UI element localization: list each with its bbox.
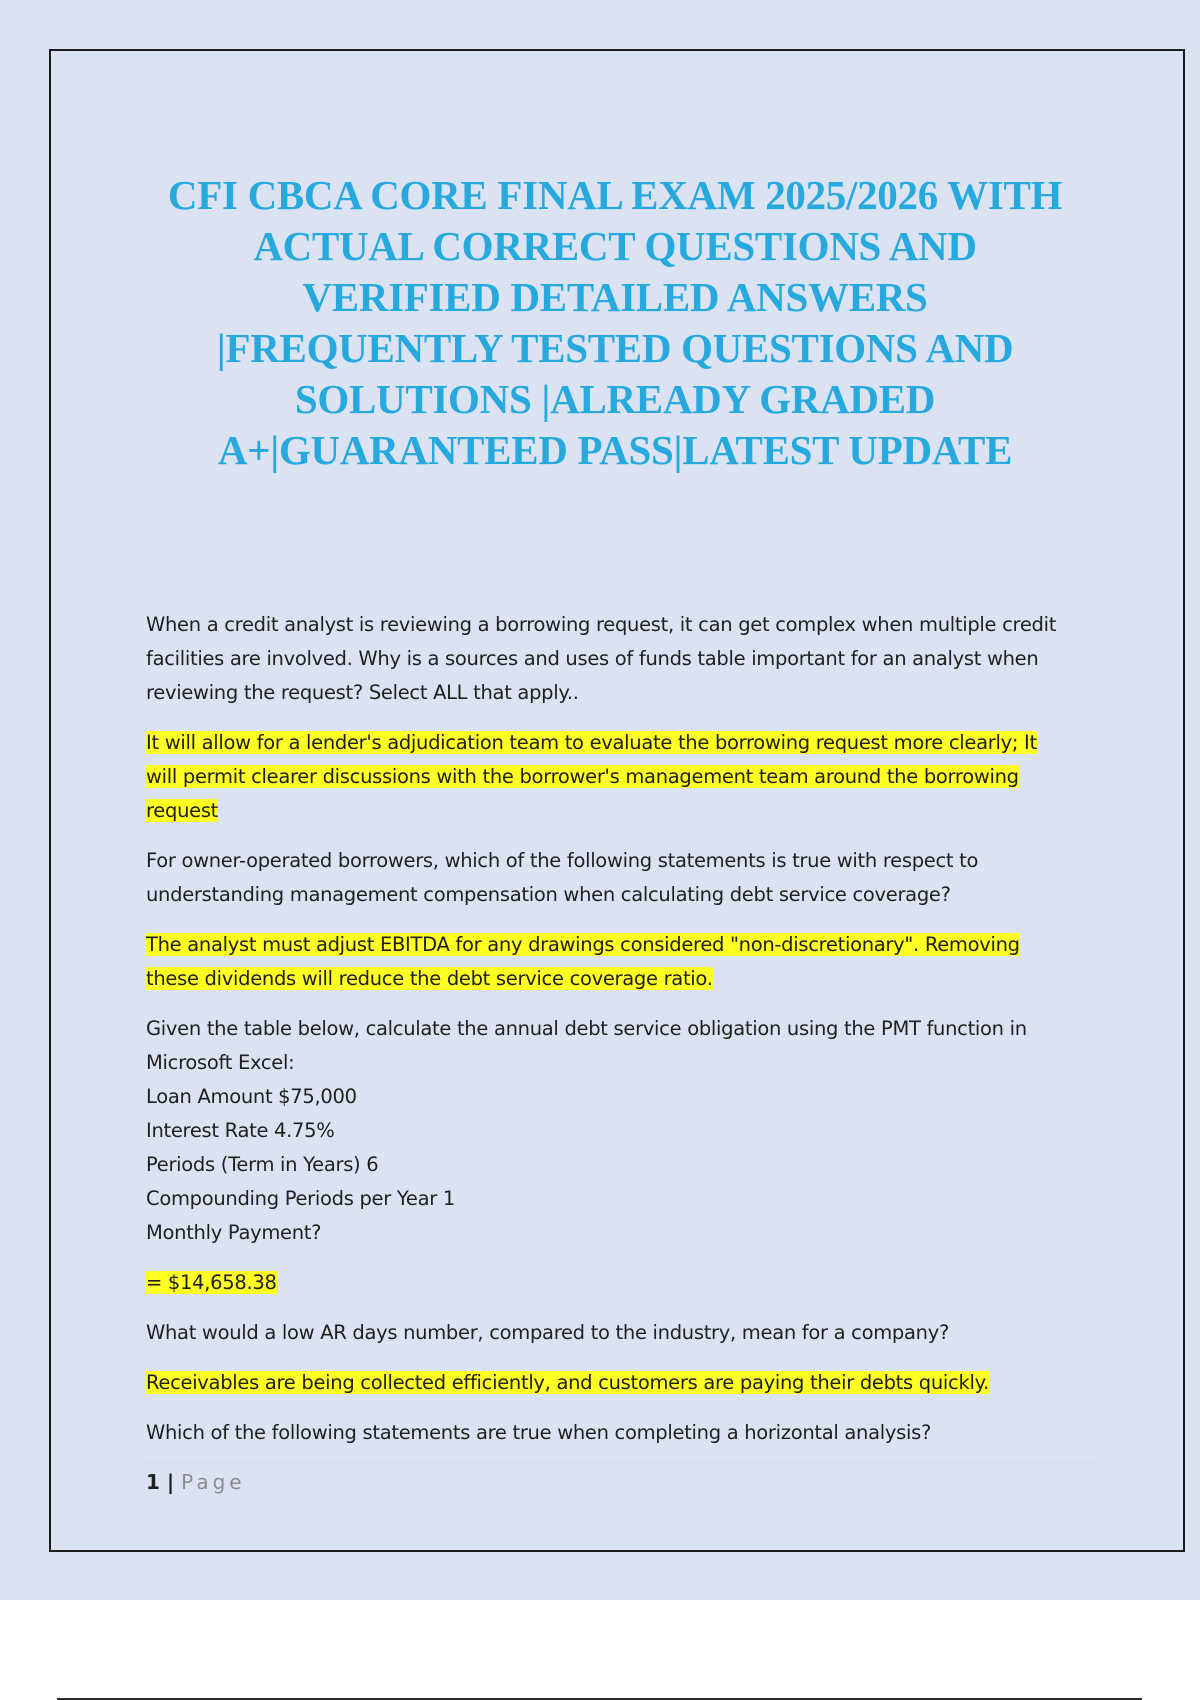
answer-2: The analyst must adjust EBITDA for any drawings considered "non-discretionary". Removing these dividends will reduce the debt service coverage ratio. (146, 933, 1020, 990)
question-3: Given the table below, calculate the annual debt service obligation using the PMT function in Microsoft Excel: Loan Amount $75,000 Interest Rate 4.75% Periods (Term in Years) 6 Compounding Periods per Year 1 Monthly Payment? (146, 1017, 1027, 1244)
answer-1: It will allow for a lender's adjudication team to evaluate the borrowing request more clearly; It will permit clearer discussions with the borrower's management team around the borrowing request (146, 731, 1037, 822)
title-line: CFI CBCA CORE FINAL EXAM 2025/2026 WITH (167, 172, 1063, 218)
question-2: For owner-operated borrowers, which of the following statements is true with respect to understanding management compensation when calculating debt service coverage? (146, 849, 979, 906)
page-footer (146, 1470, 246, 1494)
question-4: What would a low AR days number, compared to the industry, mean for a company? (146, 1321, 949, 1344)
title-line: SOLUTIONS |ALREADY GRADED (294, 376, 936, 422)
page-number: 1 (146, 1470, 160, 1494)
title-line: ACTUAL CORRECT QUESTIONS AND (253, 223, 977, 269)
qa-content (146, 608, 1106, 1466)
answer-3: = $14,658.38 (146, 1271, 277, 1294)
footer-separator: | (159, 1470, 182, 1494)
document-title (110, 170, 1120, 476)
title-line: |FREQUENTLY TESTED QUESTIONS AND (216, 325, 1014, 371)
footer-rule (146, 1462, 1096, 1463)
title-line: VERIFIED DETAILED ANSWERS (302, 274, 928, 320)
question-5: Which of the following statements are true when completing a horizontal analysis? (146, 1421, 932, 1444)
page-label: Page (181, 1470, 246, 1494)
question-1: When a credit analyst is reviewing a borrowing request, it can get complex when multiple credit facilities are involved. Why is a sources and uses of funds table important for an analyst when reviewing the request? Select ALL that apply.. (146, 613, 1057, 704)
title-line: A+|GUARANTEED PASS|LATEST UPDATE (217, 427, 1013, 473)
answer-4: Receivables are being collected efficiently, and customers are paying their debts quickly. (146, 1371, 989, 1394)
